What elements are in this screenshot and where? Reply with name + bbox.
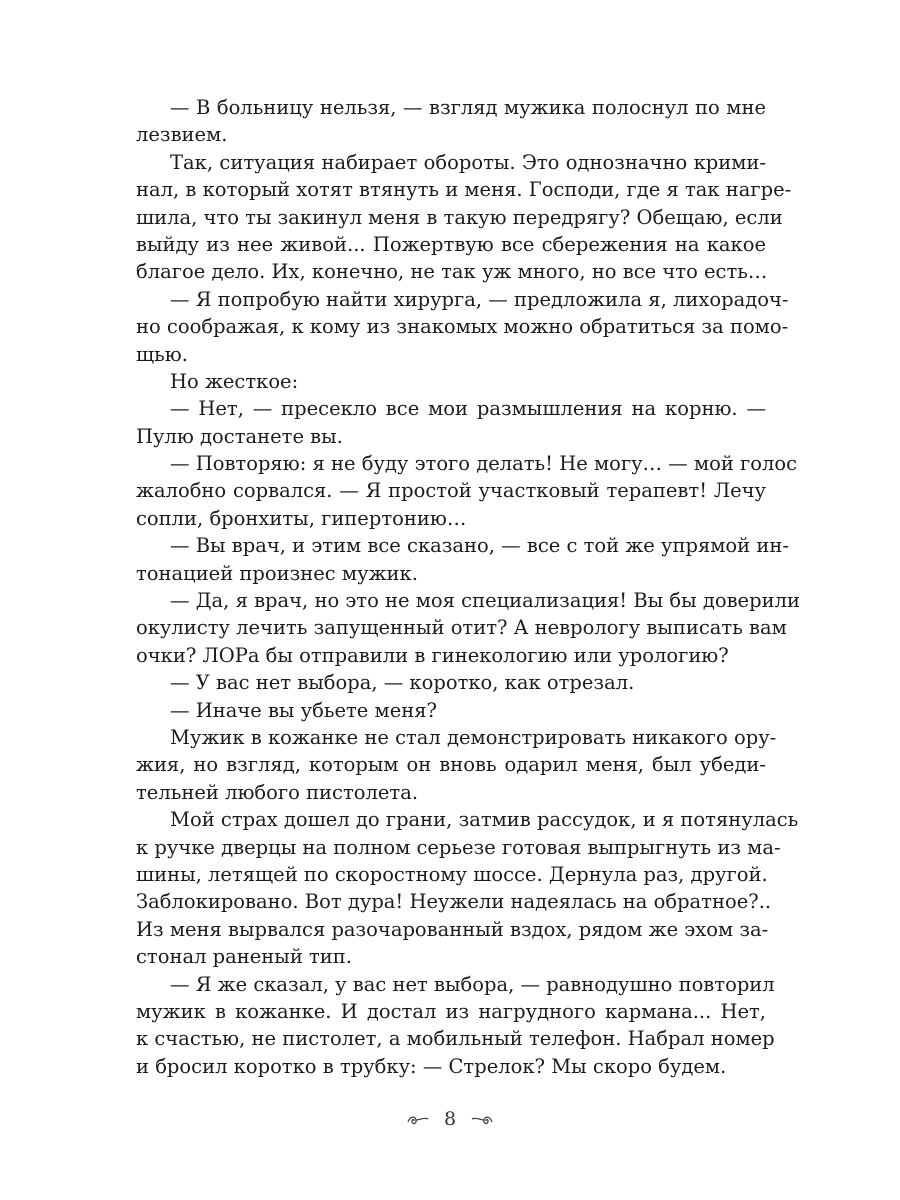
scroll-ornament-left-icon [406, 1112, 430, 1126]
text-line: Пулю достанете вы. [136, 424, 343, 448]
text-line: — Я попробую найти хирурга, — предложила я, лихорадоч- [170, 287, 789, 311]
text-line: но соображая, к кому из знакомых можно обратиться за помо- [136, 315, 789, 339]
text-line: — Повторяю: я не буду этого делать! Не могу… — мой голос [170, 452, 798, 476]
text-line: Мой страх дошел до грани, затмив рассудок, и я потянулась [170, 808, 799, 832]
page-number: 8 [443, 1108, 457, 1130]
text-line: тонацией произнес мужик. [136, 561, 418, 585]
text-line: сопли, бронхиты, гипертонию… [136, 506, 467, 530]
text-line: очки? ЛОРа бы отправили в гинекологию или урологию? [136, 643, 729, 667]
text-line: — У вас нет выбора, — коротко, как отрезал. [170, 671, 635, 695]
text-line: — Нет, — пресекло все мои размышления на корню. — [170, 397, 766, 421]
text-line: шила, что ты закинул меня в такую передрягу? Обещаю, если [136, 205, 783, 229]
text-line: к счастью, не пистолет, а мобильный телефон. Набрал номер [136, 1027, 775, 1051]
text-line: щью. [136, 342, 188, 366]
text-line: — Да, я врач, но это не моя специализация! Вы бы доверили [170, 589, 800, 613]
body-text [136, 94, 800, 1080]
scroll-ornament-right-icon [470, 1112, 494, 1126]
text-line: выйду из нее живой... Пожертвую все сбережения на какое [136, 232, 766, 256]
text-line: и бросил коротко в трубку: — Стрелок? Мы скоро будем. [136, 1054, 727, 1078]
text-line: стонал раненый тип. [136, 945, 352, 969]
text-line: Заблокировано. Вот дура! Неужели надеялась на обратное?.. [136, 890, 772, 914]
text-line: окулисту лечить запущенный отит? А неврологу выписать вам [136, 616, 787, 640]
text-line: — Иначе вы убьете меня? [170, 698, 438, 722]
text-line: — В больницу нельзя, — взгляд мужика полоснул по мне [170, 96, 766, 119]
text-line: Из меня вырвался разочарованный вздох, рядом же эхом за- [136, 917, 769, 941]
text-line: мужик в кожанке. И достал из нагрудного кармана... Нет, [136, 999, 766, 1023]
text-line: лезвием. [136, 123, 228, 147]
text-line: — Вы врач, и этим все сказано, — все с той же упрямой ин- [170, 534, 789, 558]
text-line: нал, в который хотят втянуть и меня. Господи, где я так нагре- [136, 178, 792, 202]
text-line: Мужик в кожанке не стал демонстрировать никакого ору- [170, 725, 777, 749]
text-line: шины, летящей по скоростному шоссе. Дернула раз, другой. [136, 862, 768, 886]
text-line: тельней любого пистолета. [136, 780, 419, 804]
text-line: — Я же сказал, у вас нет выбора, — равнодушно повторил [170, 972, 775, 996]
text-line: жия, но взгляд, которым он вновь одарил меня, был убеди- [136, 753, 766, 777]
text-line: Но жесткое: [170, 369, 299, 393]
text-line: к ручке дверцы на полном серьезе готовая выпрыгнуть из ма- [136, 835, 781, 859]
text-line: жалобно сорвался. — Я простой участковый терапевт! Лечу [136, 479, 766, 503]
page-footer [0, 1108, 900, 1130]
text-line: Так, ситуация набирает обороты. Это однозначно крими- [170, 150, 766, 174]
text-line: благое дело. Их, конечно, не так уж много, но все что есть… [136, 260, 768, 284]
